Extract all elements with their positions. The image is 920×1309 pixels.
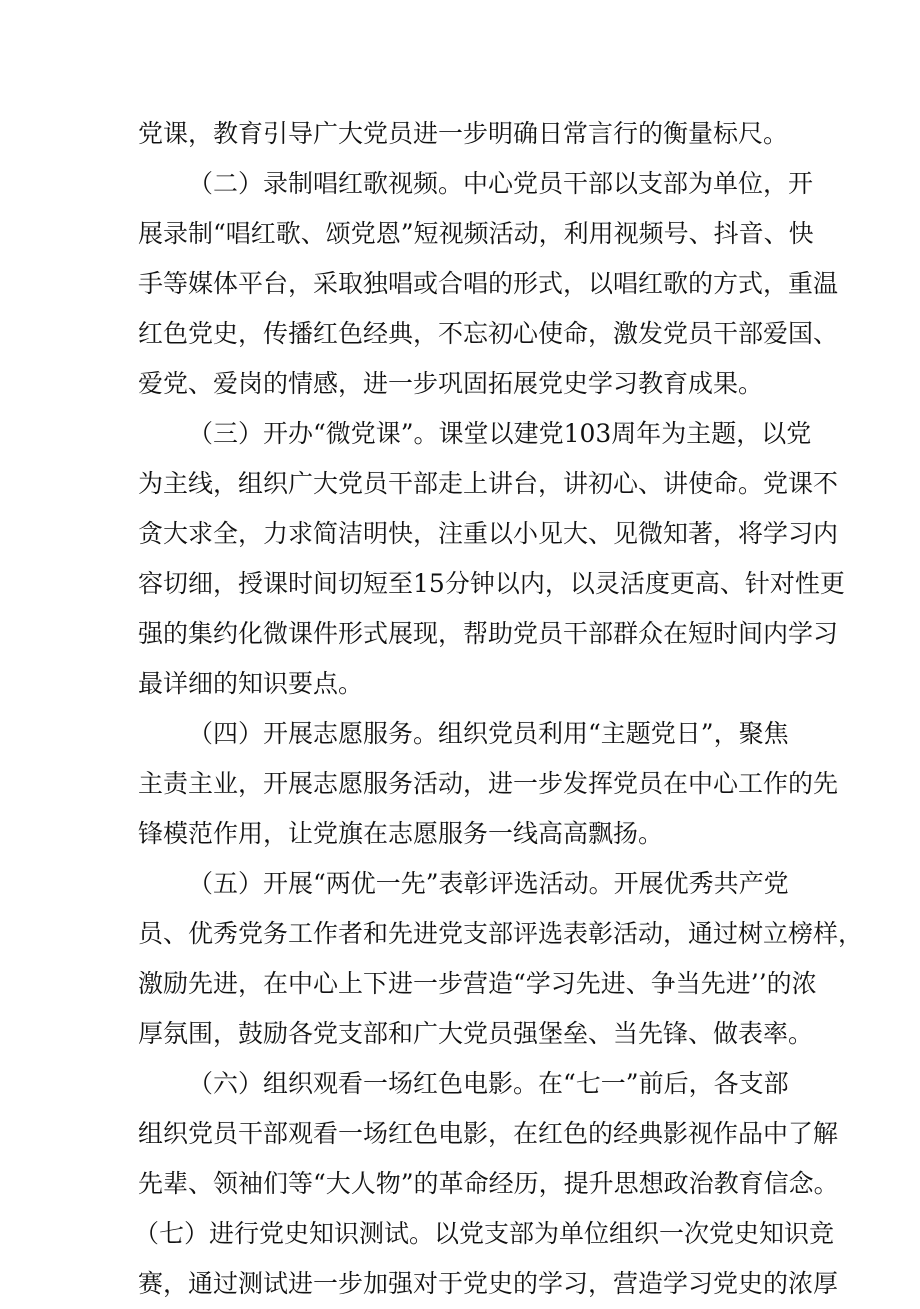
text-line: 赛，通过测试进一步加强对于党史的学习，营造学习党史的浓厚 bbox=[138, 1269, 839, 1298]
text-line: 手等媒体平台，采取独唱或合唱的形式，以唱红歌的方式，重温 bbox=[138, 269, 839, 298]
text-line: 爱党、爱岗的情感，进一步巩固拓展党史学习教育成果。 bbox=[138, 369, 764, 398]
text-line: 组织党员干部观看一场红色电影，在红色的经典影视作品中了解 bbox=[138, 1119, 839, 1148]
text-line: 红色党史，传播红色经典，不忘初心使命，激发党员干部爱国、 bbox=[138, 319, 839, 348]
text-line: 先辈、领袖们等“大人物”的革命经历，提升思想政治教育信念。 bbox=[138, 1169, 839, 1198]
text-line: 贪大求全，力求简洁明快，注重以小见大、见微知著，将学习内 bbox=[138, 519, 839, 548]
text-line: 展录制“唱红歌、颂党恩”短视频活动，利用视频号、抖音、快 bbox=[138, 219, 814, 248]
text-line: 锋模范作用，让党旗在志愿服务一线高高飘扬。 bbox=[138, 819, 664, 848]
text-line: 员、优秀党务工作者和先进党支部评选表彰活动，通过树立榜样， bbox=[138, 919, 864, 948]
text-line: 容切细，授课时间切短至15分钟以内，以灵活度更高、针对性更 bbox=[138, 569, 845, 598]
text-line: 为主线，组织广大党员干部走上讲台，讲初心、讲使命。党课不 bbox=[138, 469, 839, 498]
section-heading-line: （二）录制唱红歌视频。中心党员干部以支部为单位，开 bbox=[188, 169, 814, 198]
section-heading-line: （七）进行党史知识测试。以党支部为单位组织一次党史知识竞 bbox=[134, 1219, 835, 1248]
section-heading-line: （六）组织观看一场红色电影。在“七一”前后，各支部 bbox=[188, 1069, 789, 1098]
section-heading-line: （四）开展志愿服务。组织党员利用“主题党日”，聚焦 bbox=[188, 719, 789, 748]
text-line: 厚氛围，鼓励各党支部和广大党员强堡垒、当先锋、做表率。 bbox=[138, 1019, 814, 1048]
section-heading-line: （三）开办“微党课”。课堂以建党103周年为主题，以党 bbox=[188, 419, 812, 448]
text-line: 激励先进，在中心上下进一步营造“学习先进、争当先进’’的浓 bbox=[138, 969, 817, 998]
text-line: 最详细的知识要点。 bbox=[138, 669, 364, 698]
text-line: 主责主业，开展志愿服务活动，进一步发挥党员在中心工作的先 bbox=[138, 769, 839, 798]
section-heading-line: （五）开展“两优一先”表彰评选活动。开展优秀共产党 bbox=[188, 869, 789, 898]
text-line: 党课，教育引导广大党员进一步明确日常言行的衡量标尺。 bbox=[138, 119, 789, 148]
text-line: 强的集约化微课件形式展现，帮助党员干部群众在短时间内学习 bbox=[138, 619, 839, 648]
